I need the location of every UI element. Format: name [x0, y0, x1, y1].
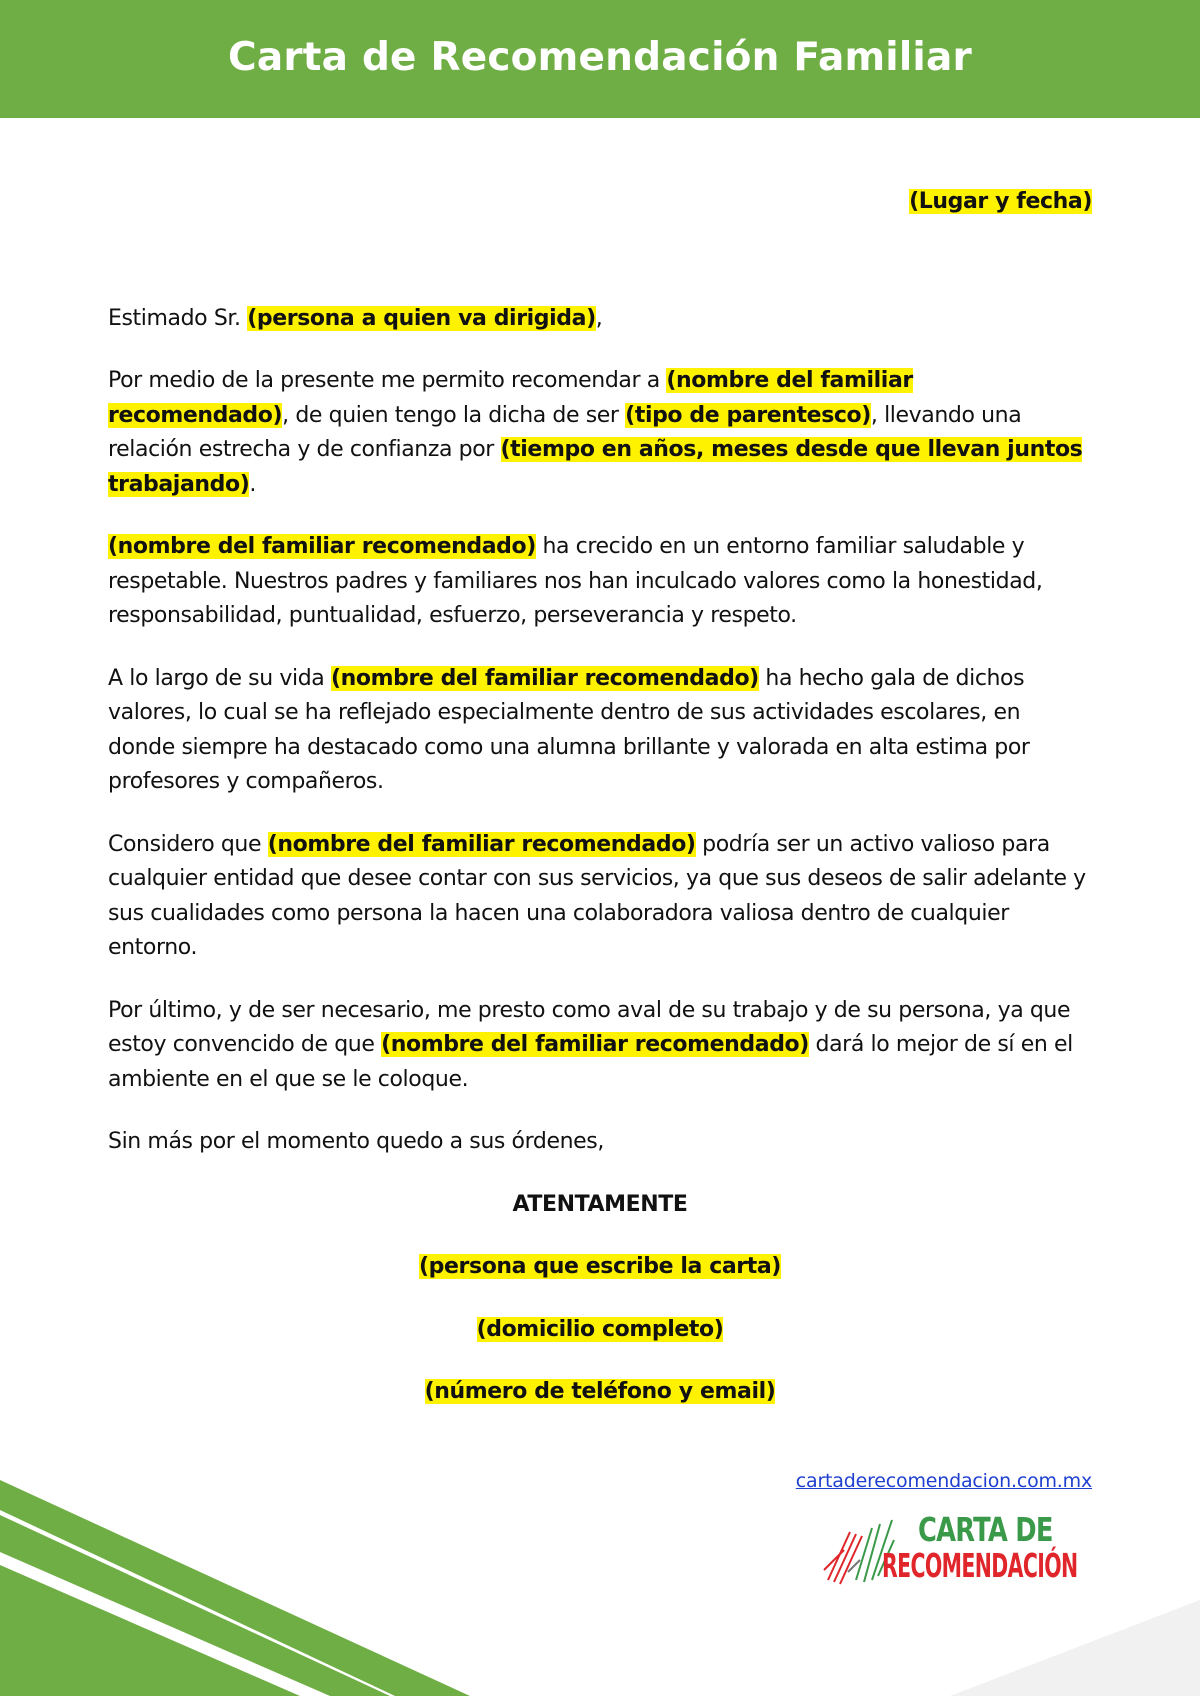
paragraph-asset — [108, 828, 1092, 966]
paragraph-text: Por medio de la presente me permito recomendar a — [108, 368, 667, 393]
paragraph-text: Considero que — [108, 831, 268, 857]
greeting-comma: , — [595, 305, 603, 331]
letter-body — [108, 185, 1092, 1438]
paragraph-text: ha crecido en un entorno familiar saludable y respetable. Nuestros padres y familiares nos han inculcado valores como la honestidad, responsabilidad, puntualidad, esfuerzo, perseverancia y respeto. — [108, 534, 1043, 628]
greeting-text: Estimado Sr. — [108, 305, 248, 331]
signer-line — [108, 1250, 1092, 1285]
place-date-placeholder: (Lugar y fecha) — [909, 189, 1092, 214]
website-link[interactable]: cartaderecomendacion.com.mx — [795, 1470, 1092, 1492]
greeting — [108, 302, 1092, 337]
address-line — [108, 1313, 1092, 1348]
signer-placeholder: (persona que escribe la carta) — [419, 1254, 781, 1279]
relationship-placeholder: (tipo de parentesco) — [625, 402, 871, 428]
place-date — [108, 185, 1092, 220]
paragraph-text: , de quien tengo la dicha de ser — [282, 402, 626, 428]
relative-name-placeholder: (nombre del familiar recomendado) — [108, 368, 913, 428]
closing-line: Sin más por el momento quedo a sus órdenes, — [108, 1129, 604, 1154]
relative-name-placeholder: (nombre del familiar recomendado) — [330, 665, 759, 691]
relative-name-placeholder: (nombre del familiar recomendado) — [267, 831, 696, 857]
paragraph-values — [108, 530, 1092, 634]
contact-line — [108, 1375, 1092, 1410]
brand-logo — [820, 1510, 1110, 1590]
paragraph-intro — [108, 364, 1092, 502]
paragraph-text: A lo largo de su vida — [108, 665, 331, 691]
paragraph-text: podría ser un activo valioso para cualquier entidad que desee contar con sus servicios, ya que sus deseos de salir adelante y sus cualidades como persona la hacen una colaboradora valiosa dentro de cualquier entorno. — [108, 831, 1086, 960]
paragraph-text: ha hecho gala de dichos valores, lo cual se ha reflejado especialmente dentro de sus actividades escolares, en donde siempre ha destacado como una alumna brillante y valorada en alta estima por profesores y compañeros. — [108, 665, 1030, 794]
relative-name-placeholder: (nombre del familiar recomendado) — [108, 534, 536, 559]
logo-text-line1: CARTA DE — [918, 1510, 1053, 1549]
page-title: Carta de Recomendación Familiar — [228, 34, 972, 80]
paragraph-text: , llevando una relación estrecha y de confianza por — [108, 402, 1022, 462]
recipient-placeholder: (persona a quien va dirigida) — [247, 305, 596, 331]
paragraph-text: Por último, y de ser necesario, me presto como aval de su trabajo y de su persona, ya que estoy convencido de que — [108, 997, 1071, 1057]
logo-text-line2: RECOMENDACIÓN — [882, 1546, 1078, 1585]
paragraph-text: dará lo mejor de sí en el ambiente en el que se le coloque. — [108, 1032, 1073, 1092]
duration-placeholder: (tiempo en años, meses desde que llevan juntos trabajando) — [108, 437, 1083, 497]
address-placeholder: (domicilio completo) — [476, 1316, 724, 1342]
header-band — [0, 0, 1200, 118]
contact-placeholder: (número de teléfono y email) — [424, 1379, 776, 1404]
relative-name-placeholder: (nombre del familiar recomendado) — [381, 1032, 809, 1057]
paragraph-school — [108, 662, 1092, 800]
paragraph-text: . — [249, 471, 256, 497]
sign-off: ATENTAMENTE — [512, 1191, 688, 1217]
paragraph-guarantee — [108, 994, 1092, 1098]
